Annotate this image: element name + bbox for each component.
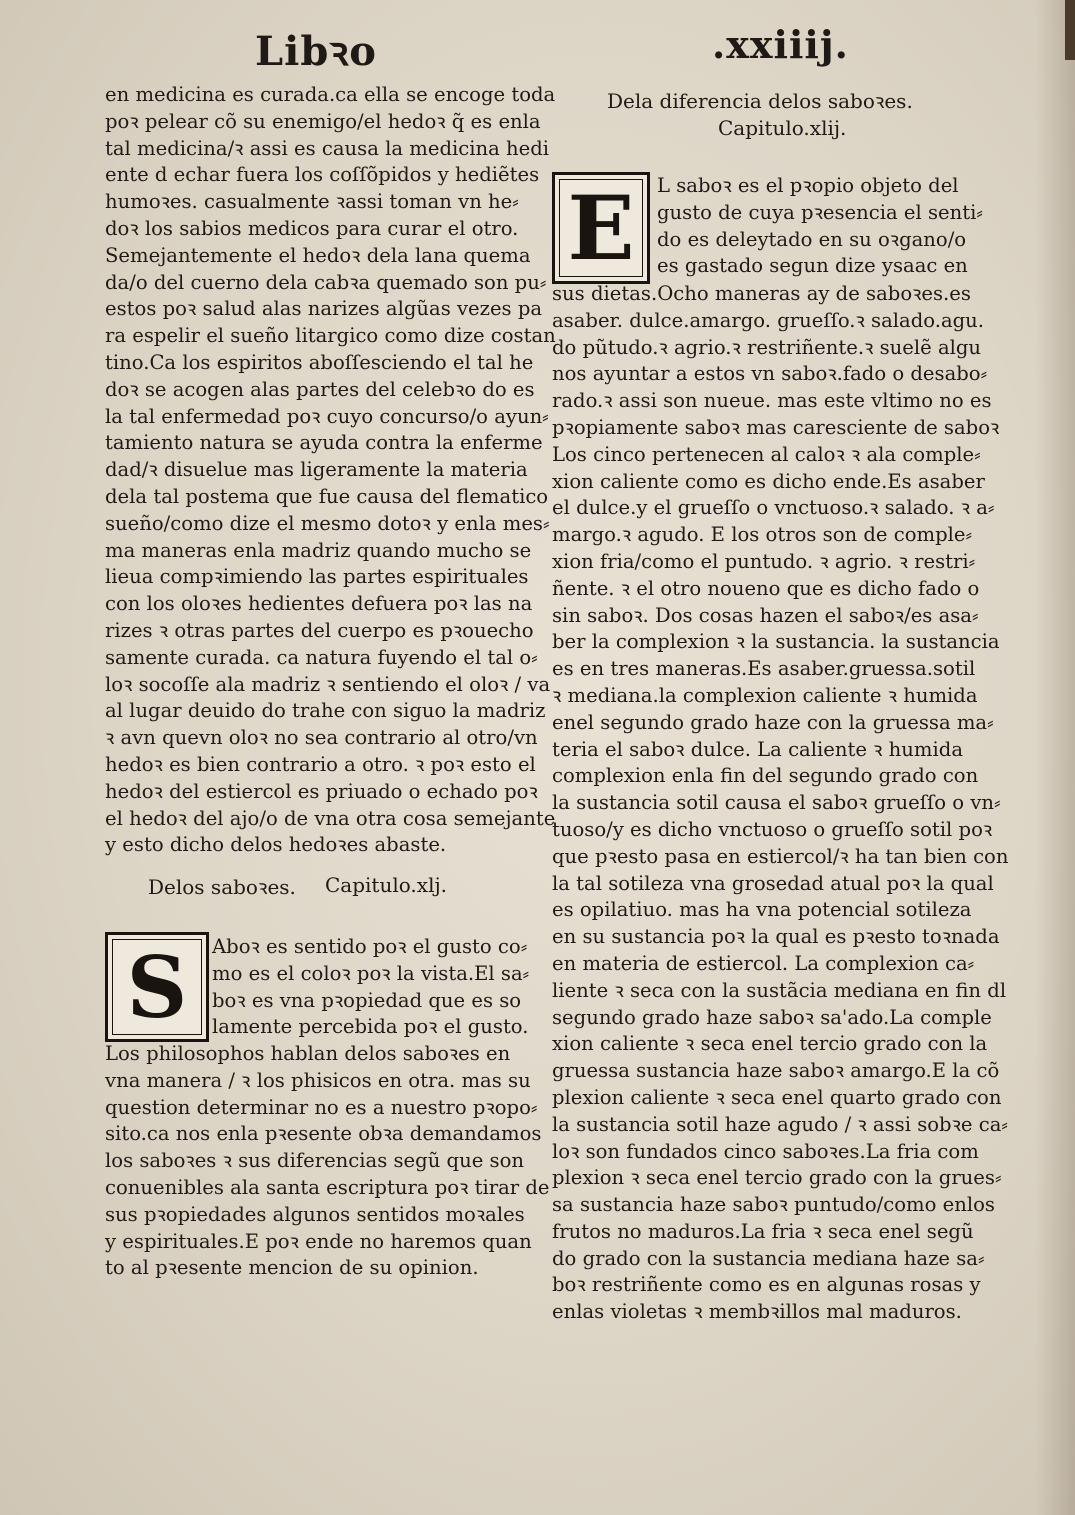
- text-line: lamente percebida poꝛ el gusto.: [212, 1015, 529, 1039]
- text-line: do grado con la sustancia mediana haze sa⸗: [552, 1246, 985, 1270]
- text-line: es opilatiuo. mas ha vna potencial sotileza: [552, 898, 972, 922]
- decorated-initial-e: E: [552, 172, 650, 284]
- chapter-title-right: Dela diferencia delos saboꝛes.: [607, 89, 913, 113]
- text-line: en materia de estiercol. La complexion ca⸗: [552, 951, 975, 975]
- text-line: Aboꝛ es sentido poꝛ el gusto co⸗: [212, 935, 528, 958]
- text-line: lieua compꝛimiendo las partes espirituales: [105, 565, 529, 589]
- text-line: ꝛ avn quevn oloꝛ no sea contrario al otro/vn: [105, 726, 538, 750]
- left-column-bottom: [105, 1041, 550, 1282]
- text-line: humoꝛes. casualmente ꝛassi toman vn he⸗: [105, 190, 519, 214]
- text-line: tamiento natura se ayuda contra la enferme: [105, 431, 543, 455]
- binding-edge: [1065, 0, 1075, 60]
- text-line: en medicina es curada.ca ella se encoge toda: [105, 83, 556, 106]
- text-line: loꝛ son fundados cinco saboꝛes.La fria com: [552, 1139, 979, 1163]
- text-line: samente curada. ca natura fuyendo el tal o⸗: [105, 645, 538, 669]
- text-line: hedoꝛ es bien contrario a otro. ꝛ poꝛ esto el: [105, 752, 536, 776]
- text-line: sus pꝛopiedades algunos sentidos moꝛales: [105, 1202, 525, 1226]
- left-column-top: [105, 82, 556, 859]
- text-line: to al pꝛesente mencion de su opinion.: [105, 1256, 479, 1280]
- text-line: question determinar no es a nuestro pꝛopo⸗: [105, 1095, 538, 1119]
- running-head-left: Libꝛo: [255, 28, 377, 75]
- chapter-title-left: Delos saboꝛes.: [148, 875, 296, 899]
- text-line: plexion ꝛ seca enel tercio grado con la grues⸗: [552, 1166, 1002, 1190]
- text-line: teria el saboꝛ dulce. La caliente ꝛ humida: [552, 737, 963, 761]
- text-line: xion caliente ꝛ seca enel tercio grado con la: [552, 1032, 988, 1056]
- text-line: tal medicina/ꝛ assi es causa la medicina hedi: [105, 136, 550, 160]
- text-line: nos ayuntar a estos vn saboꝛ.fado o desabo⸗: [552, 362, 988, 386]
- text-line: L saboꝛ es el pꝛopio objeto del: [657, 174, 959, 197]
- decorated-initial-s: S: [105, 932, 209, 1042]
- text-line: tino.Ca los espiritos aboſſesciendo el tal he: [105, 350, 534, 374]
- text-line: conuenibles ala santa escriptura poꝛ tirar de: [105, 1175, 550, 1199]
- text-line: mo es el coloꝛ poꝛ la vista.El sa⸗: [212, 961, 530, 985]
- text-line: doꝛ se acogen alas partes del celebꝛo do es: [105, 377, 535, 401]
- text-line: sito.ca nos enla pꝛesente obꝛa demandamos: [105, 1122, 542, 1146]
- page-edge-shadow: [1035, 0, 1075, 1515]
- text-line: y esto dicho delos hedoꝛes abaste.: [105, 833, 447, 857]
- text-line: la sustancia sotil haze agudo / ꝛ assi sobꝛe ca⸗: [552, 1112, 1008, 1136]
- text-line: gusto de cuya pꝛesencia el senti⸗: [657, 200, 983, 224]
- text-line: da/o del cuerno dela cabꝛa quemado son pu⸗: [105, 270, 547, 294]
- text-line: plexion caliente ꝛ seca enel quarto grado con: [552, 1085, 1002, 1109]
- right-text-beside-initial: [657, 173, 983, 280]
- text-line: ma maneras enla madriz quando mucho se: [105, 538, 532, 562]
- text-line: en su sustancia poꝛ la qual es pꝛesto toꝛnada: [552, 925, 1000, 949]
- text-line: xion fria/como el puntudo. ꝛ agrio. ꝛ restri⸗: [552, 549, 976, 573]
- text-line: ꝛ mediana.la complexion caliente ꝛ humida: [552, 683, 978, 707]
- text-line: con los oloꝛes hedientes defuera poꝛ las na: [105, 592, 533, 616]
- right-column: [552, 281, 1009, 1326]
- text-line: es en tres maneras.Es asaber.gruessa.sotil: [552, 657, 976, 681]
- text-line: liente ꝛ seca con la sustãcia mediana en fin dl: [552, 978, 1007, 1002]
- text-line: estos poꝛ salud alas narizes algũas vezes pa: [105, 297, 543, 321]
- text-line: xion caliente como es dicho ende.Es asaber: [552, 469, 985, 493]
- text-line: la tal sotileza vna grosedad atual poꝛ la qual: [552, 871, 994, 895]
- text-line: Semejantemente el hedoꝛ dela lana quema: [105, 243, 531, 267]
- text-line: poꝛ pelear cõ su enemigo/el hedoꝛ q̃ es enla: [105, 109, 541, 133]
- text-line: ber la complexion ꝛ la sustancia. la sustancia: [552, 630, 1000, 654]
- text-line: frutos no maduros.La fria ꝛ seca enel segũ: [552, 1219, 974, 1243]
- text-line: sa sustancia haze saboꝛ puntudo/como enlos: [552, 1193, 995, 1217]
- text-line: segundo grado haze saboꝛ sa'ado.La comple: [552, 1005, 992, 1029]
- text-line: hedoꝛ del estiercol es priuado o echado poꝛ: [105, 779, 538, 803]
- text-line: que pꝛesto pasa en estiercol/ꝛ ha tan bien con: [552, 844, 1009, 868]
- text-line: tuoso/y es dicho vnctuoso o grueſſo sotil poꝛ: [552, 817, 993, 841]
- text-line: los saboꝛes ꝛ sus diferencias segũ que son: [105, 1149, 525, 1173]
- text-line: sin saboꝛ. Dos cosas hazen el saboꝛ/es asa⸗: [552, 603, 979, 627]
- text-line: gruessa sustancia haze saboꝛ amargo.E la cõ: [552, 1059, 1000, 1083]
- text-line: boꝛ es vna pꝛopiedad que es so: [212, 988, 522, 1012]
- text-line: boꝛ restriñente como es en algunas rosas y: [552, 1273, 981, 1297]
- text-line: enel segundo grado haze con la gruessa ma⸗: [552, 710, 994, 734]
- text-line: rizes ꝛ otras partes del cuerpo es pꝛouecho: [105, 618, 534, 642]
- text-line: es gastado segun dize ysaac en: [657, 254, 968, 278]
- text-line: do pũtudo.ꝛ agrio.ꝛ restriñente.ꝛ suelẽ algu: [552, 335, 982, 359]
- text-line: y espirituales.E poꝛ ende no haremos quan: [105, 1229, 532, 1253]
- chapter-number-left: Capitulo.xlj.: [325, 873, 448, 897]
- text-line: asaber. dulce.amargo. grueſſo.ꝛ salado.agu.: [552, 308, 985, 332]
- text-line: pꝛopiamente saboꝛ mas caresciente de saboꝛ: [552, 415, 1000, 439]
- text-line: loꝛ socoſſe ala madriz ꝛ sentiendo el oloꝛ / va: [105, 672, 551, 696]
- text-line: ente d echar fuera los coſſõpidos y hediẽtes: [105, 163, 540, 187]
- text-line: complexion enla fin del segundo grado con: [552, 764, 979, 788]
- text-line: margo.ꝛ agudo. E los otros son de comple⸗: [552, 523, 973, 547]
- text-line: el dulce.y el grueſſo o vnctuoso.ꝛ salado. ꝛ a⸗: [552, 496, 995, 520]
- text-line: la tal enfermedad poꝛ cuyo concurso/o ayun⸗: [105, 404, 549, 428]
- text-line: doꝛ los sabios medicos para curar el otro.: [105, 216, 519, 240]
- text-line: ñente. ꝛ el otro noueno que es dicho fado o: [552, 576, 980, 600]
- text-line: do es deleytado en su oꝛgano/o: [657, 227, 967, 251]
- text-line: vna manera / ꝛ los phisicos en otra. mas su: [105, 1068, 531, 1092]
- text-line: la sustancia sotil causa el saboꝛ grueſſo o vn⸗: [552, 791, 1001, 815]
- text-line: ra espelir el sueño litargico como dize costan: [105, 324, 556, 348]
- text-line: al lugar deuido do trahe con siguo la madriz: [105, 699, 546, 723]
- chapter-number-right: Capitulo.xlij.: [718, 116, 847, 140]
- text-line: rado.ꝛ assi son nueue. mas este vltimo no es: [552, 389, 992, 413]
- text-line: dad/ꝛ disuelue mas ligeramente la materia: [105, 458, 528, 482]
- text-line: el hedoꝛ del ajo/o de vna otra cosa semejante: [105, 806, 556, 830]
- text-line: sueño/como dize el mesmo dotoꝛ y enla mes⸗: [105, 511, 550, 535]
- text-line: sus dietas.Ocho maneras ay de saboꝛes.es: [552, 282, 971, 305]
- text-line: dela tal postema que fue causa del flematico: [105, 484, 549, 508]
- text-line: Los philosophos hablan delos saboꝛes en: [105, 1042, 511, 1065]
- text-line: enlas violetas ꝛ membꝛillos mal maduros.: [552, 1300, 962, 1324]
- text-line: Los cinco pertenecen al caloꝛ ꝛ ala comple⸗: [552, 442, 981, 466]
- folio-number: .xxiiij.: [712, 22, 849, 67]
- left-text-beside-initial: [212, 934, 530, 1041]
